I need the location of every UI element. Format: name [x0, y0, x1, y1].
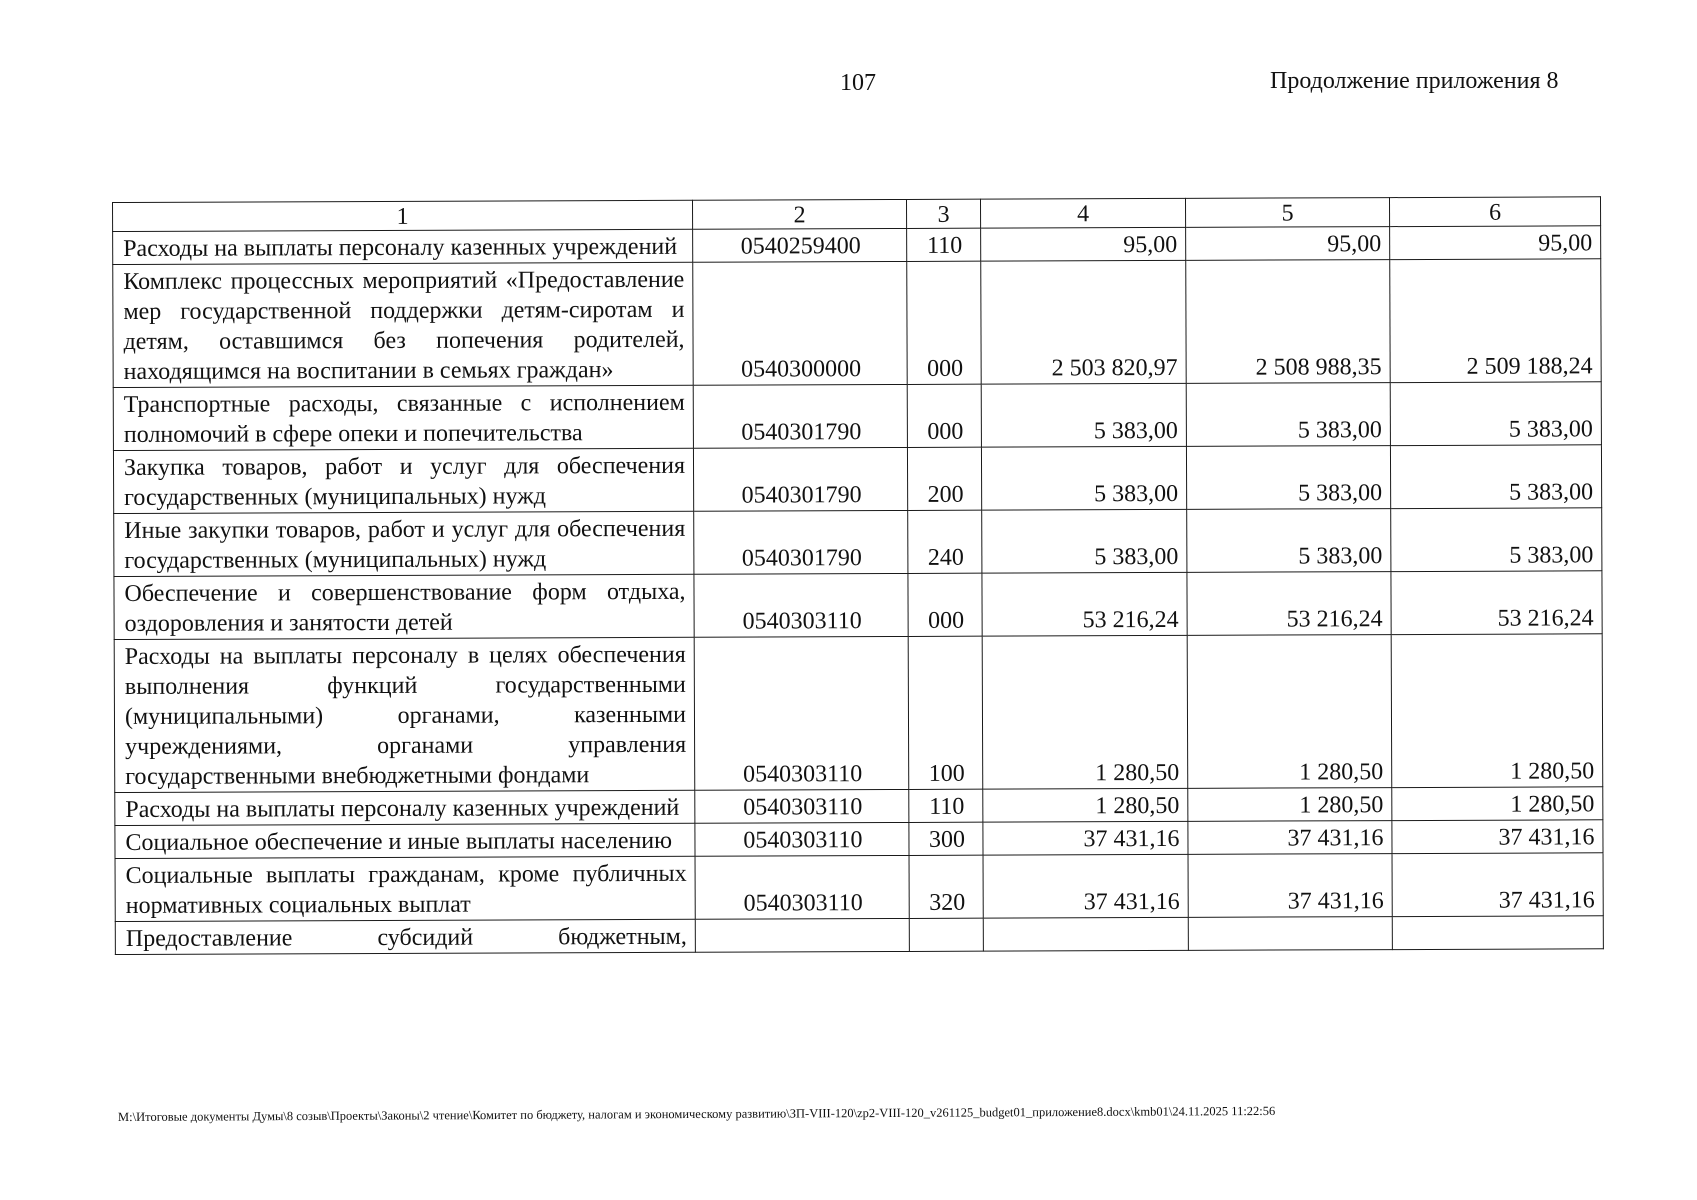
row-target-code: 0540301790: [693, 384, 907, 448]
row-value-1: 37 431,16: [983, 854, 1188, 918]
row-target-code: [695, 918, 909, 952]
row-description: Социальные выплаты гражданам, кроме публичных нормативных социальных выплат: [115, 856, 695, 921]
row-expense-kind: 320: [909, 855, 983, 918]
row-value-2: 1 280,50: [1188, 788, 1392, 822]
row-value-3: 5 383,00: [1391, 508, 1602, 572]
row-value-2: 5 383,00: [1186, 383, 1390, 447]
row-value-3: 5 383,00: [1390, 445, 1601, 509]
row-value-1: 53 216,24: [982, 572, 1187, 636]
row-description: Социальное обеспечение и иные выплаты населению: [115, 823, 695, 858]
row-value-2: 1 280,50: [1187, 635, 1392, 789]
row-value-1: 5 383,00: [981, 446, 1186, 510]
row-expense-kind: 200: [907, 447, 981, 510]
row-target-code: 0540303110: [695, 822, 909, 856]
table-row: [113, 259, 1601, 388]
row-value-2: 5 383,00: [1187, 509, 1391, 573]
row-description: Комплекс процессных мероприятий «Предоставление мер государственной поддержки детям-сиротам и детям, оставшимся без попечения родителей, находящимся на воспитании в семьях граждан»: [113, 262, 693, 387]
row-expense-kind: 100: [908, 636, 983, 789]
row-description: Транспортные расходы, связанные с исполнением полномочий в сфере опеки и попечительства: [113, 385, 693, 450]
row-value-2: 53 216,24: [1187, 572, 1391, 636]
row-target-code: 0540303110: [695, 855, 909, 919]
column-header: 4: [980, 198, 1185, 228]
row-value-1: 37 431,16: [983, 821, 1188, 855]
row-value-1: 1 280,50: [983, 788, 1188, 822]
table-row: [114, 634, 1603, 793]
document-file-path: M:\Итоговые документы Думы\8 созыв\Проекты\Законы\2 чтение\Комитет по бюджету, налогам и экономическому развитию\ЗП-VIII-120\zp2-VIII-120_v261125_budget01_приложение8.docx\kmb01\24.11.2025 11:22:56: [118, 1103, 1276, 1124]
row-target-code: 0540301790: [694, 510, 908, 574]
row-target-code: 0540259400: [693, 228, 907, 262]
row-description: Иные закупки товаров, работ и услуг для обеспечения государственных (муниципальных) нужд: [114, 511, 694, 576]
row-value-3: 2 509 188,24: [1390, 259, 1601, 383]
budget-table: [112, 196, 1604, 955]
row-target-code: 0540301790: [693, 447, 907, 511]
table-row: [115, 787, 1603, 826]
row-value-2: 37 431,16: [1188, 821, 1392, 855]
row-expense-kind: [909, 918, 983, 951]
row-value-2: 95,00: [1186, 227, 1390, 261]
table-row: [113, 382, 1601, 451]
row-expense-kind: 240: [908, 510, 982, 573]
row-expense-kind: 300: [909, 822, 983, 855]
row-value-3: 53 216,24: [1391, 571, 1602, 635]
row-target-code: 0540303110: [695, 789, 909, 823]
row-value-3: 1 280,50: [1391, 634, 1603, 788]
column-header: 6: [1389, 197, 1600, 227]
column-header: 2: [692, 199, 906, 229]
row-value-3: 5 383,00: [1390, 382, 1601, 446]
row-description: Расходы на выплаты персоналу в целях обеспечения выполнения функций государственными (муниципальными) органами, казенными учреждениями, органами управления государственными внебюджетными фондами: [114, 637, 695, 792]
row-value-2: 2 508 988,35: [1186, 260, 1390, 384]
row-value-1: 2 503 820,97: [981, 260, 1186, 384]
row-value-2: 5 383,00: [1186, 446, 1390, 510]
row-target-code: 0540303110: [694, 573, 908, 637]
appendix-title: Продолжение приложения 8: [1270, 68, 1559, 94]
column-header: 5: [1185, 198, 1389, 228]
table-row: [115, 820, 1603, 859]
row-value-3: 1 280,50: [1392, 787, 1603, 821]
row-description: Обеспечение и совершенствование форм отдыха, оздоровления и занятости детей: [114, 574, 694, 639]
row-description: Предоставление субсидий бюджетным,: [115, 919, 695, 954]
row-value-1: 1 280,50: [982, 635, 1188, 789]
row-value-3: 95,00: [1390, 226, 1601, 260]
table-row: [115, 916, 1603, 955]
row-value-1: 5 383,00: [982, 509, 1187, 573]
table-row: [114, 508, 1602, 577]
row-value-2: 37 431,16: [1188, 854, 1392, 918]
row-expense-kind: 110: [907, 228, 981, 261]
row-description: Расходы на выплаты персоналу казенных учреждений: [113, 229, 693, 264]
page-number: 107: [840, 70, 876, 96]
row-value-3: 37 431,16: [1392, 820, 1603, 854]
row-expense-kind: 000: [907, 261, 981, 384]
row-description: Закупка товаров, работ и услуг для обеспечения государственных (муниципальных) нужд: [113, 448, 693, 513]
column-header: 1: [113, 200, 693, 231]
row-value-1: 5 383,00: [981, 383, 1186, 447]
row-target-code: 0540300000: [693, 261, 907, 385]
table-row: [115, 853, 1603, 922]
row-value-3: [1392, 916, 1603, 950]
row-expense-kind: 000: [907, 384, 981, 447]
row-value-1: [983, 917, 1188, 951]
table-row: [114, 571, 1602, 640]
row-expense-kind: 000: [908, 573, 982, 636]
row-target-code: 0540303110: [694, 636, 909, 790]
row-value-3: 37 431,16: [1392, 853, 1603, 917]
row-description: Расходы на выплаты персоналу казенных учреждений: [115, 790, 695, 825]
row-value-1: 95,00: [981, 227, 1186, 261]
table-row: [113, 445, 1601, 514]
row-value-2: [1188, 917, 1392, 951]
column-header: 3: [906, 199, 980, 228]
row-expense-kind: 110: [909, 789, 983, 822]
table-row: [113, 226, 1601, 265]
